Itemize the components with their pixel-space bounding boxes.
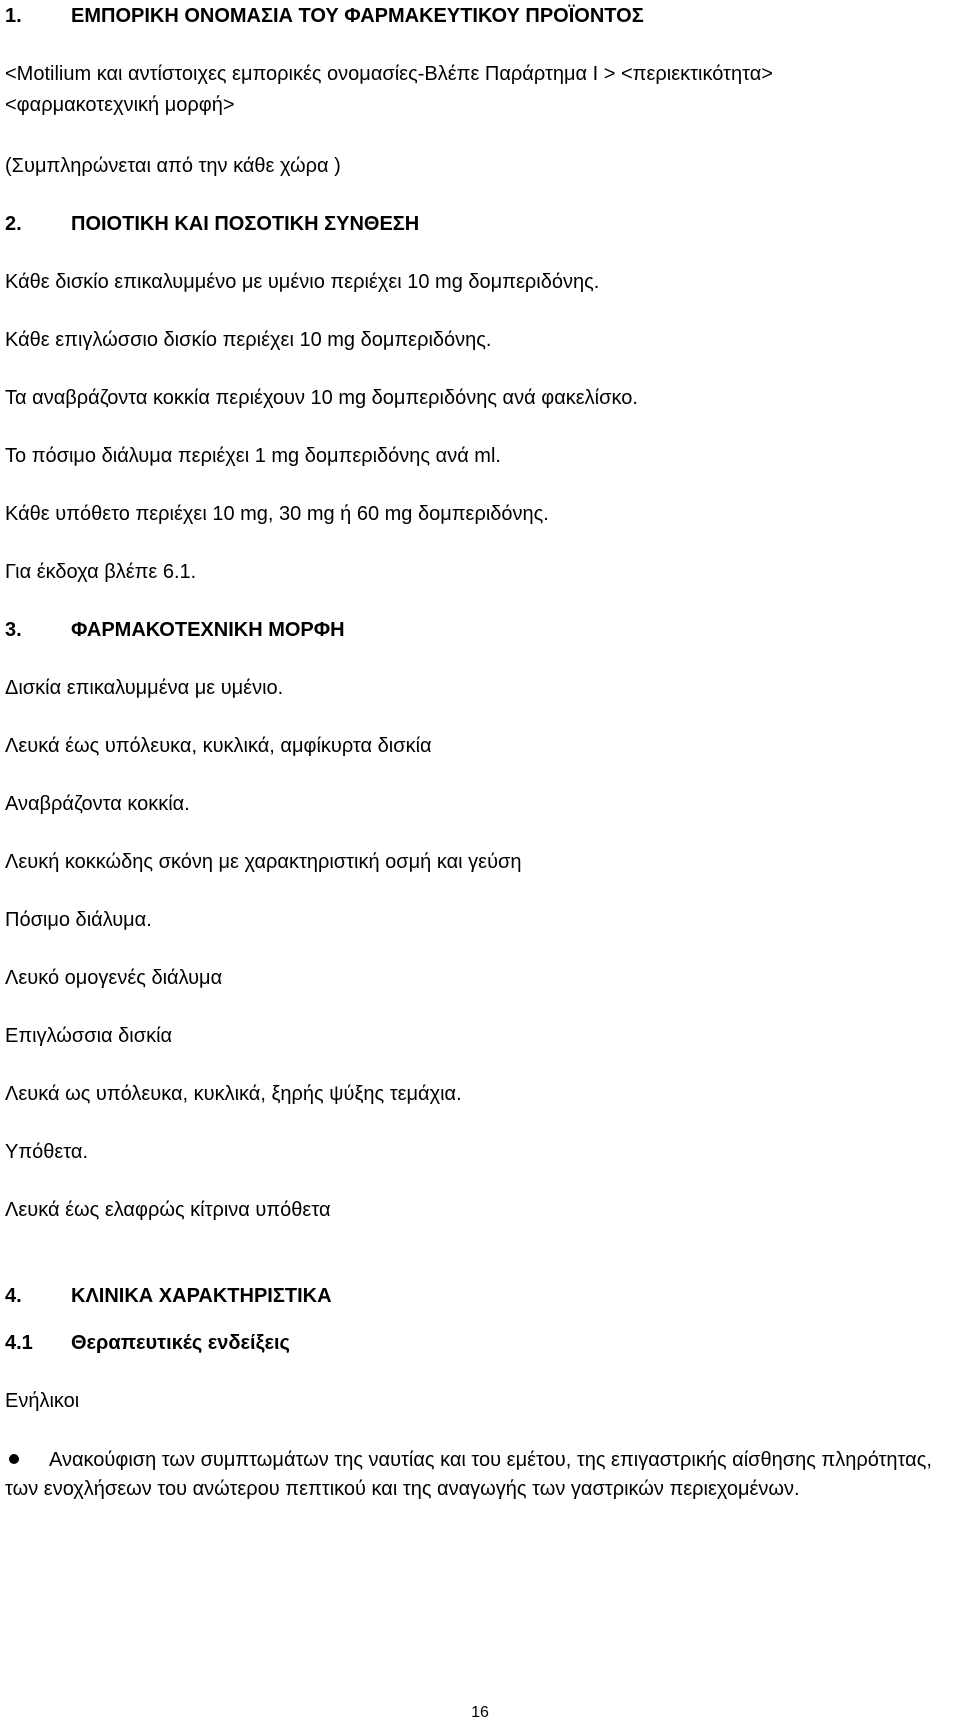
subsection-4-1-heading xyxy=(5,1331,290,1355)
form-line: Επιγλώσσια δισκία xyxy=(5,1025,173,1047)
composition-line: Τα αναβράζοντα κοκκία περιέχουν 10 mg δομπεριδόνης ανά φακελίσκο. xyxy=(5,387,638,409)
subsection-4-1-number: 4.1 xyxy=(5,1332,33,1354)
section-3-title: ΦΑΡΜΑΚΟΤΕΧΝΙΚΗ ΜΟΡΦΗ xyxy=(71,619,345,641)
indication-text: Ανακούφιση των συμπτωμάτων της ναυτίας και του εμέτου, της επιγαστρικής αίσθησης πληρότητας, των ενοχλήσεων του ανώτερου πεπτικού και της αναγωγής των γαστρικών περιεχομένων. xyxy=(5,1449,932,1500)
section-4-title: ΚΛΙΝΙΚΑ ΧΑΡΑΚΤΗΡΙΣΤΙΚΑ xyxy=(71,1285,332,1307)
section-3-number: 3. xyxy=(5,619,22,641)
form-line: Πόσιμο διάλυμα. xyxy=(5,909,152,931)
form-line: Δισκία επικαλυμμένα με υμένιο. xyxy=(5,677,284,699)
dosage-form-line: <φαρμακοτεχνική μορφή> xyxy=(5,94,235,116)
excipients-note: Για έκδοχα βλέπε 6.1. xyxy=(5,561,197,583)
section-4-heading xyxy=(5,1284,332,1308)
form-line: Λευκά έως ελαφρώς κίτρινα υπόθετα xyxy=(5,1199,331,1221)
form-line: Αναβράζοντα κοκκία. xyxy=(5,793,190,815)
page-number: 16 xyxy=(471,1704,489,1721)
composition-line: Κάθε υπόθετο περιέχει 10 mg, 30 mg ή 60 mg δομπεριδόνης. xyxy=(5,503,549,525)
section-4-number: 4. xyxy=(5,1285,22,1307)
form-line: Λευκό ομογενές διάλυμα xyxy=(5,967,223,989)
section-1-number: 1. xyxy=(5,5,22,27)
form-line: Υπόθετα. xyxy=(5,1141,89,1163)
adults-label: Ενήλικοι xyxy=(5,1390,80,1412)
form-line: Λευκά έως υπόλευκα, κυκλικά, αμφίκυρτα δισκία xyxy=(5,735,432,757)
composition-line: Κάθε δισκίο επικαλυμμένο με υμένιο περιέχει 10 mg δομπεριδόνης. xyxy=(5,271,600,293)
form-line: Λευκά ως υπόλευκα, κυκλικά, ξηρής ψύξης τεμάχια. xyxy=(5,1083,462,1105)
composition-line: Κάθε επιγλώσσιο δισκίο περιέχει 10 mg δομπεριδόνης. xyxy=(5,329,492,351)
section-2-title: ΠΟΙΟΤΙΚΗ ΚΑΙ ΠΟΣΟΤΙΚΗ ΣΥΝΘΕΣΗ xyxy=(71,213,420,235)
section-1-title: ΕΜΠΟΡΙΚΗ ΟΝΟΜΑΣΙΑ ΤΟΥ ΦΑΡΜΑΚΕΥΤΙΚΟΥ ΠΡΟΪΟΝΤΟΣ xyxy=(71,5,644,27)
country-note: (Συμπληρώνεται από την κάθε χώρα ) xyxy=(5,155,341,177)
section-2-number: 2. xyxy=(5,213,22,235)
bullet-icon xyxy=(9,1454,19,1464)
subsection-4-1-title: Θεραπευτικές ενδείξεις xyxy=(71,1332,290,1354)
section-2-heading xyxy=(5,212,419,236)
composition-line: Το πόσιμο διάλυμα περιέχει 1 mg δομπεριδόνης ανά ml. xyxy=(5,445,501,467)
section-1-heading xyxy=(5,4,644,28)
form-line: Λευκή κοκκώδης σκόνη με χαρακτηριστική οσμή και γεύση xyxy=(5,851,522,873)
indication-list-item xyxy=(5,1446,955,1504)
product-name-line: <Motilium και αντίστοιχες εμπορικές ονομασίες-Βλέπε Παράρτημα Ι > <περιεκτικότητα> xyxy=(5,63,773,85)
section-3-heading xyxy=(5,618,345,642)
